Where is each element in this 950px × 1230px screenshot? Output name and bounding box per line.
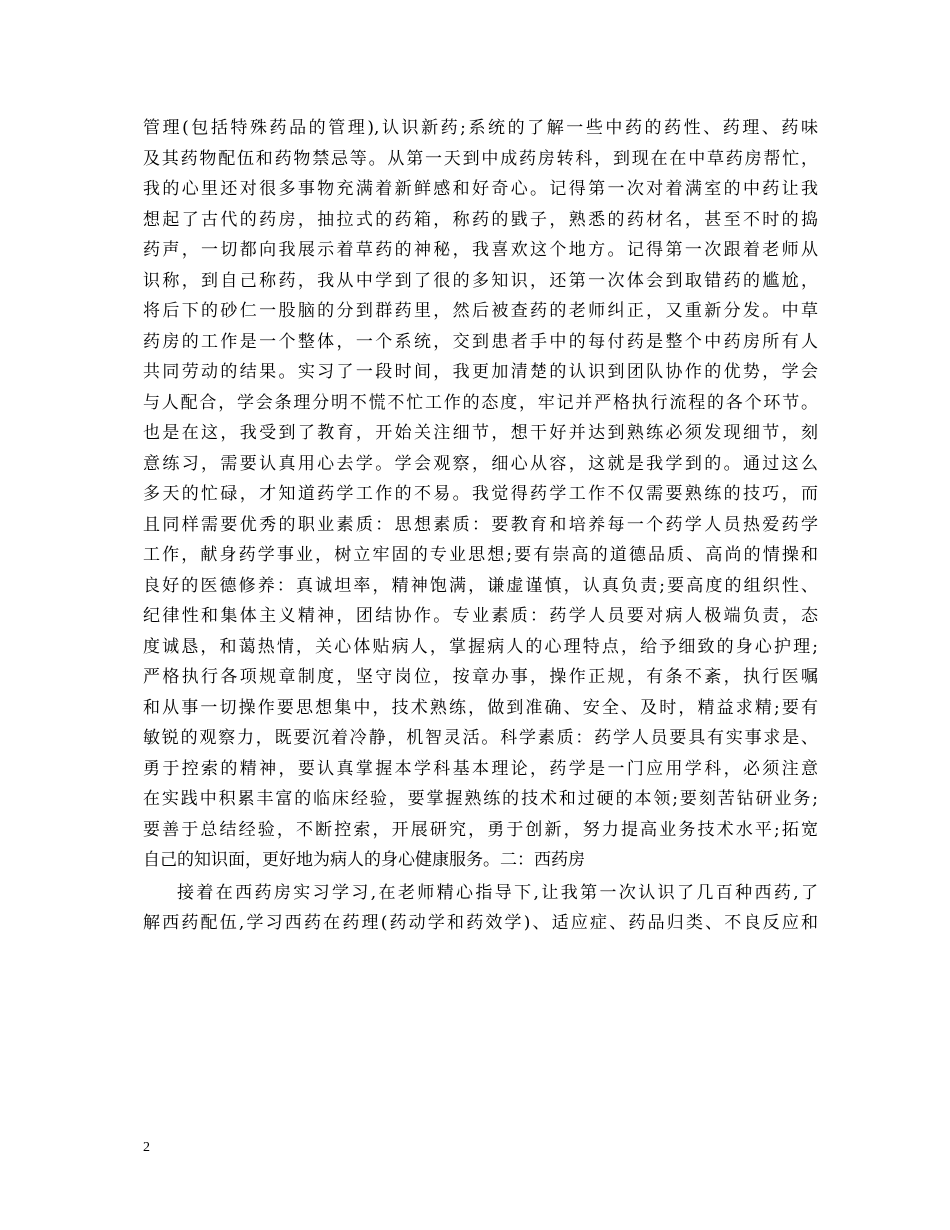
text-line: 意练习，需要认真用心去学。学会观察，细心从容，这就是我学到的。通过这么 [143,453,818,474]
text-line: 且同样需要优秀的职业素质：思想素质：要教育和培养每一个药学人员热爱药学 [143,514,818,535]
text-line: 也是在这，我受到了教育，开始关注细节，想干好并达到熟练必须发现细节，刻 [143,423,818,443]
text-line: 共同劳动的结果。实习了一段时间，我更加清楚的认识到团队协作的优势，学会 [143,362,818,382]
text-line: 药房的工作是一个整体，一个系统，交到患者手中的每付药是整个中药房所有人 [143,331,818,352]
text-line: 识称，到自己称药，我从中学到了很的多知识，还第一次体会到取错药的尴尬， [143,270,818,291]
text-line: 度诚恳，和蔼热情，关心体贴病人，掌握病人的心理特点，给予细致的身心护理; [143,636,818,657]
text-line: 要善于总结经验，不断控索，开展研究，勇于创新，努力提高业务技术水平;拓宽 [143,819,818,840]
text-line: 解西药配伍,学习西药在药理(药动学和药效学)、适应症、药品归类、不良反应和 [143,913,818,933]
page-number: 2 [143,1140,150,1155]
text-line: 我的心里还对很多事物充满着新鲜感和好奇心。记得第一次对着满室的中药让我 [143,179,818,199]
text-line: 勇于控索的精神，要认真掌握本学科基本理论，药学是一门应用学科，必须注意 [143,758,818,779]
text-line: 将后下的砂仁一股脑的分到群药里，然后被查药的老师纠正，又重新分发。中草 [143,301,818,321]
paragraph-1 [143,113,818,876]
text-line: 与人配合，学会条理分明不慌不忙工作的态度，牢记并严格执行流程的各个环节。 [143,392,818,413]
text-line-last: 自己的知识面，更好地为病人的身心健康服务。二：西药房 [143,850,585,870]
text-line: 工作，献身药学事业，树立牢固的专业思想;要有崇高的道德品质、高尚的情操和 [143,545,818,565]
text-line: 敏锐的观察力，既要沉着冷静，机智灵活。科学素质：药学人员要具有实事求是、 [143,728,818,748]
text-line: 多天的忙碌，才知道药学工作的不易。我觉得药学工作不仅需要熟练的技巧，而 [143,484,818,504]
text-line: 良好的医德修养：真诚坦率，精神饱满，谦虚谨慎，认真负责;要高度的组织性、 [143,575,818,596]
text-line: 药声，一切都向我展示着草药的神秘，我喜欢这个地方。记得第一次跟着老师从 [143,240,818,260]
text-line: 在实践中积累丰富的临床经验，要掌握熟练的技术和过硬的本领;要刻苦钻研业务; [143,789,818,809]
text-line: 及其药物配伍和药物禁忌等。从第一天到中成药房转科，到现在在中草药房帮忙， [143,148,818,169]
text-line: 纪律性和集体主义精神，团结协作。专业素质：药学人员要对病人极端负责，态 [143,606,818,626]
text-line-indented: 接着在西药房实习学习,在老师精心指导下,让我第一次认识了几百种西药,了 [177,882,818,903]
text-line: 想起了古代的药房，抽拉式的药箱，称药的戥子，熟悉的药材名，甚至不时的捣 [143,209,818,230]
text-line: 严格执行各项规章制度，坚守岗位，按章办事，操作正规，有条不紊，执行医嘱 [143,667,818,687]
paragraph-2 [143,878,818,939]
text-line: 管理(包括特殊药品的管理),认识新药;系统的了解一些中药的药性、药理、药味 [143,118,818,138]
body-text [143,113,818,939]
text-line: 和从事一切操作要思想集中，技术熟练，做到准确、安全、及时，精益求精;要有 [143,697,818,718]
